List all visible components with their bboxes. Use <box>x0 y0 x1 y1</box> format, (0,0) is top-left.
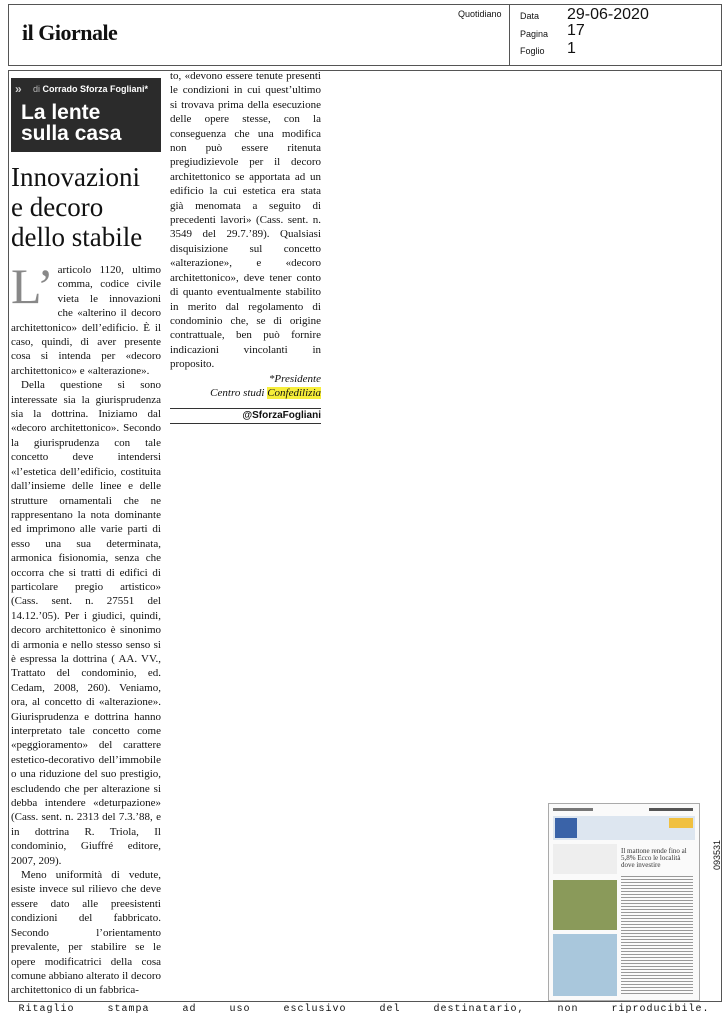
publication-type: Quotidiano <box>458 9 502 19</box>
signature-org-prefix: Centro studi <box>210 386 265 399</box>
page-label: Pagina <box>520 29 549 39</box>
title-line-1: Innovazioni <box>11 162 140 192</box>
sheet-label: Foglio <box>520 46 545 56</box>
paragraph-4: to, «devono essere tenute presenti le condizioni in cui quest’ultimo si trovava prima della esecuzione delle opere stesse, con la conseguenza che una modifica non può essere ritenuta pregiudizievole per il decoro architettonico se apportata ad un edificio la cui estetica era stata già menomata a seguito di precedenti lavori» (Cass. sent. n. 3549 del 29.7.’89). Qualsiasi disquisizione sul concetto «alterazione», e «decoro architettonico», deve tener conto di quanto eventualmente stabilito in merito dal regolamento di condominio che, se di origine contrattuale, ben può fornire indicazioni vincolanti in proposito. <box>170 70 321 371</box>
article-title <box>11 162 171 252</box>
chevron-icon: » <box>15 82 22 96</box>
title-line-2: e decoro <box>11 192 104 222</box>
newspaper-name: il Giornale <box>22 20 118 45</box>
sheet-value: 1 <box>567 40 576 57</box>
paragraph-2: Della questione si sono interessate sia la giurisprudenza sia la dottrina. Iniziamo dal «decoro architettonico». Secondo la giurisprudenza con tale concetto deve intendersi «l’estetica dell’edificio, costituita dall’insieme delle linee e delle strutture ornamentali che ne rappresentano la nota dominante ed imprimono alle varie parti di esso una sua determinata, armonica fisionomia, senza che occorra che si tratti di edifici di particolare pregio artistico» (Cass. sent. n. 27551 del 14.12.’05). Per i giudici, quindi, decoro architettonico è sinonimo di armonia e nello stesso senso si è espressa la dottrina ( AA. VV., Trattato del condominio, ed. Cedam, 2008, 260). Veniamo, ora, al concetto di «alterazione». Giurisprudenza e dottrina hanno interpretato tale concetto come «peggioramento» del carattere estetico-decorativo dell’immobile o una riduzione del suo prestigio, escludendo che per alterazione si debba intendere «deturpazione» (Cass. sent. n. 2313 del 7.3.’88, e in dottrina R. Triola, Il condominio, Giuffré editore, 2007, 209). <box>11 379 161 867</box>
date-label: Data <box>520 11 540 21</box>
thumb-text-columns <box>621 876 693 996</box>
paragraph-1: articolo 1120, ultimo comma, codice civile vieta le innovazioni che «alterino il decoro architettonico» dell’edificio. È il caso, quindi, di aver presente cosa si intenda per «decoro architettonico» e «alterazione». <box>11 264 161 377</box>
paragraph-3: Meno uniformità di vedute, esiste invece sul rilievo che deve essere dato alle preesistenti condizioni del fabbricato. Secondo l’orientamento prevalente, per stabilire se le opere modificatrici della cosa comune abbiano alterato il decoro architettonico di un fabbrica- <box>11 869 161 997</box>
thumb-photo-1 <box>553 880 617 930</box>
footer-notice: Ritaglio stampa ad uso esclusivo del destinatario, non riproducibile. <box>18 1004 710 1015</box>
thumb-icons-area <box>553 844 617 874</box>
date-value: 29-06-2020 <box>567 6 649 23</box>
signature-role: *Presidente <box>268 372 321 385</box>
page-thumbnail <box>548 803 700 1001</box>
thumb-headline: Il mattone rende fino al 5,8% Ecco le località dove investire <box>621 847 687 869</box>
column-kicker <box>21 102 121 144</box>
article-column-2 <box>170 69 321 400</box>
author-name: Corrado Sforza Fogliani* <box>42 84 149 94</box>
column-banner <box>11 78 161 152</box>
kicker-line-1: La lente <box>21 101 101 124</box>
kicker-line-2: sulla casa <box>21 122 122 145</box>
twitter-handle: @SforzaFogliani <box>242 410 321 421</box>
page-value: 17 <box>567 22 585 39</box>
thumb-photo-2 <box>553 934 617 996</box>
drop-cap: L’ <box>11 258 54 314</box>
divider-bottom <box>170 423 321 424</box>
thumb-table-accent <box>555 818 577 838</box>
thumb-masthead-right <box>649 808 693 811</box>
article-column-1 <box>11 258 161 998</box>
side-code: 093531 <box>712 839 722 870</box>
signature-org-name: Confedilizia <box>267 386 321 399</box>
author-prefix: di <box>33 84 41 94</box>
signature-org <box>170 386 321 400</box>
header-divider <box>509 4 510 66</box>
divider-top <box>170 408 321 409</box>
title-line-3: dello stabile <box>11 222 143 252</box>
thumb-table-highlight <box>669 818 693 828</box>
thumb-masthead <box>553 808 593 811</box>
